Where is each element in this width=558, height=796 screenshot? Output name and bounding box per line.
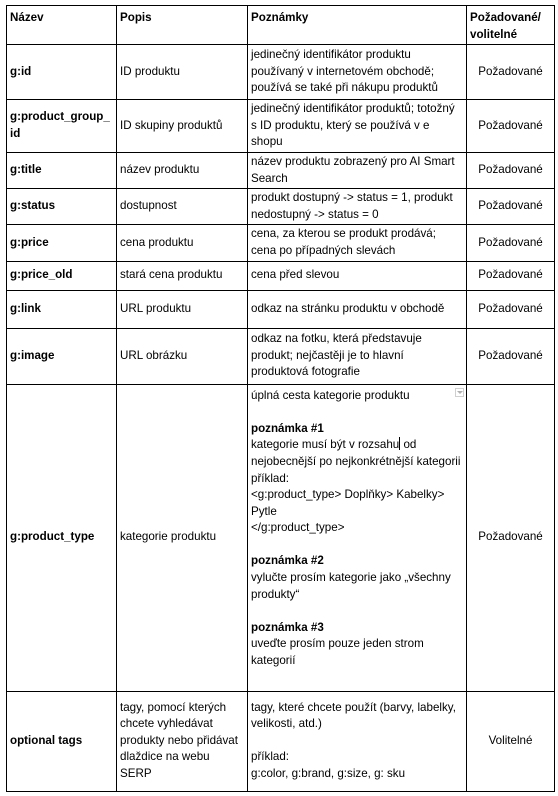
note1-text-part-b: od nejobecnější po nejkonkrétnější kategorii [251, 438, 461, 468]
note1-text-part-a: kategorie musí být v rozsahu [251, 438, 400, 452]
row-required: Požadované [467, 152, 555, 188]
header-required: Požadované/ volitelné [467, 6, 555, 45]
row-description: název produktu [117, 152, 248, 188]
row-description: kategorie produktu [117, 384, 248, 691]
table-row [7, 189, 555, 225]
table-row [7, 100, 555, 153]
row-notes: jedinečný identifikátor produktu používaný v internetovém obchodě; používá se také při nákupu produktů [248, 45, 467, 100]
header-description: Popis [117, 6, 248, 45]
table-row [7, 290, 555, 328]
row-required: Požadované [467, 290, 555, 328]
optional-notes-text: tagy, které chcete použít (barvy, labelky, velikosti, atd.) [251, 700, 456, 731]
cell-dropdown-icon[interactable] [455, 388, 464, 397]
table-row [7, 225, 555, 261]
note3-title: poznámka #3 [251, 620, 324, 634]
row-required: Volitelné [467, 691, 555, 791]
row-notes: odkaz na stránku produktu v obchodě [248, 290, 467, 328]
row-name: g:status [7, 189, 117, 225]
table-row-product-type [7, 384, 555, 691]
row-name: g:title [7, 152, 117, 188]
note2-title: poznámka #2 [251, 554, 324, 568]
table-row [7, 45, 555, 100]
row-name: g:product_group_id [7, 100, 117, 153]
row-notes: cena, za kterou se produkt prodává; cena po případných slevách [248, 225, 467, 261]
row-required: Požadované [467, 45, 555, 100]
example-close-tag: </g:product_type> [251, 521, 345, 535]
row-required: Požadované [467, 225, 555, 261]
row-description: cena produktu [117, 225, 248, 261]
row-notes: cena před slevou [248, 261, 467, 290]
note1-title: poznámka #1 [251, 421, 324, 435]
row-required: Požadované [467, 384, 555, 691]
product-feed-spec-table [6, 5, 555, 792]
row-name: g:product_type [7, 384, 117, 691]
header-notes: Poznámky [248, 6, 467, 45]
row-notes-optional [248, 691, 467, 791]
row-required: Požadované [467, 261, 555, 290]
row-description: URL obrázku [117, 328, 248, 384]
row-description: stará cena produktu [117, 261, 248, 290]
note3-text: uveďte prosím pouze jeden strom kategorií [251, 637, 424, 668]
optional-example-text: g:color, g:brand, g:size, g: sku [251, 766, 406, 780]
row-name: g:image [7, 328, 117, 384]
example-label: příklad: [251, 471, 290, 485]
row-description: dostupnost [117, 189, 248, 225]
row-name: g:id [7, 45, 117, 100]
note2-text: vylučte prosím kategorie jako „všechny produkty“ [251, 571, 451, 601]
table-row-optional [7, 691, 555, 791]
product-type-intro: úplná cesta kategorie produktu [251, 388, 410, 402]
row-description: tagy, pomocí kterých chcete vyhledávat produkty nebo přidávat dlaždice na webu SERP [117, 691, 248, 791]
row-required: Požadované [467, 189, 555, 225]
optional-example-label: příklad: [251, 750, 290, 764]
row-description: ID produktu [117, 45, 248, 100]
row-name: optional tags [7, 691, 117, 791]
row-name: g:price_old [7, 261, 117, 290]
table-header-row [7, 6, 555, 45]
row-name: g:price [7, 225, 117, 261]
row-notes: název produktu zobrazený pro AI Smart Search [248, 152, 467, 188]
header-name: Název [7, 6, 117, 45]
row-notes: produkt dostupný -> status = 1, produkt nedostupný -> status = 0 [248, 189, 467, 225]
row-required: Požadované [467, 328, 555, 384]
row-required: Požadované [467, 100, 555, 153]
table-row [7, 261, 555, 290]
note1-text [251, 437, 463, 470]
row-name: g:link [7, 290, 117, 328]
table-row [7, 152, 555, 188]
table-row [7, 328, 555, 384]
row-notes-product-type[interactable] [248, 384, 467, 691]
row-description: ID skupiny produktů [117, 100, 248, 153]
row-description: URL produktu [117, 290, 248, 328]
row-notes: jedinečný identifikátor produktů; totožný s ID produktu, který se používá v e shopu [248, 100, 467, 153]
example-open-tag: <g:product_type> Doplňky> Kabelky> Pytle [251, 488, 445, 518]
row-notes: odkaz na fotku, která představuje produkt; nejčastěji je to hlavní produktová fotografie [248, 328, 467, 384]
